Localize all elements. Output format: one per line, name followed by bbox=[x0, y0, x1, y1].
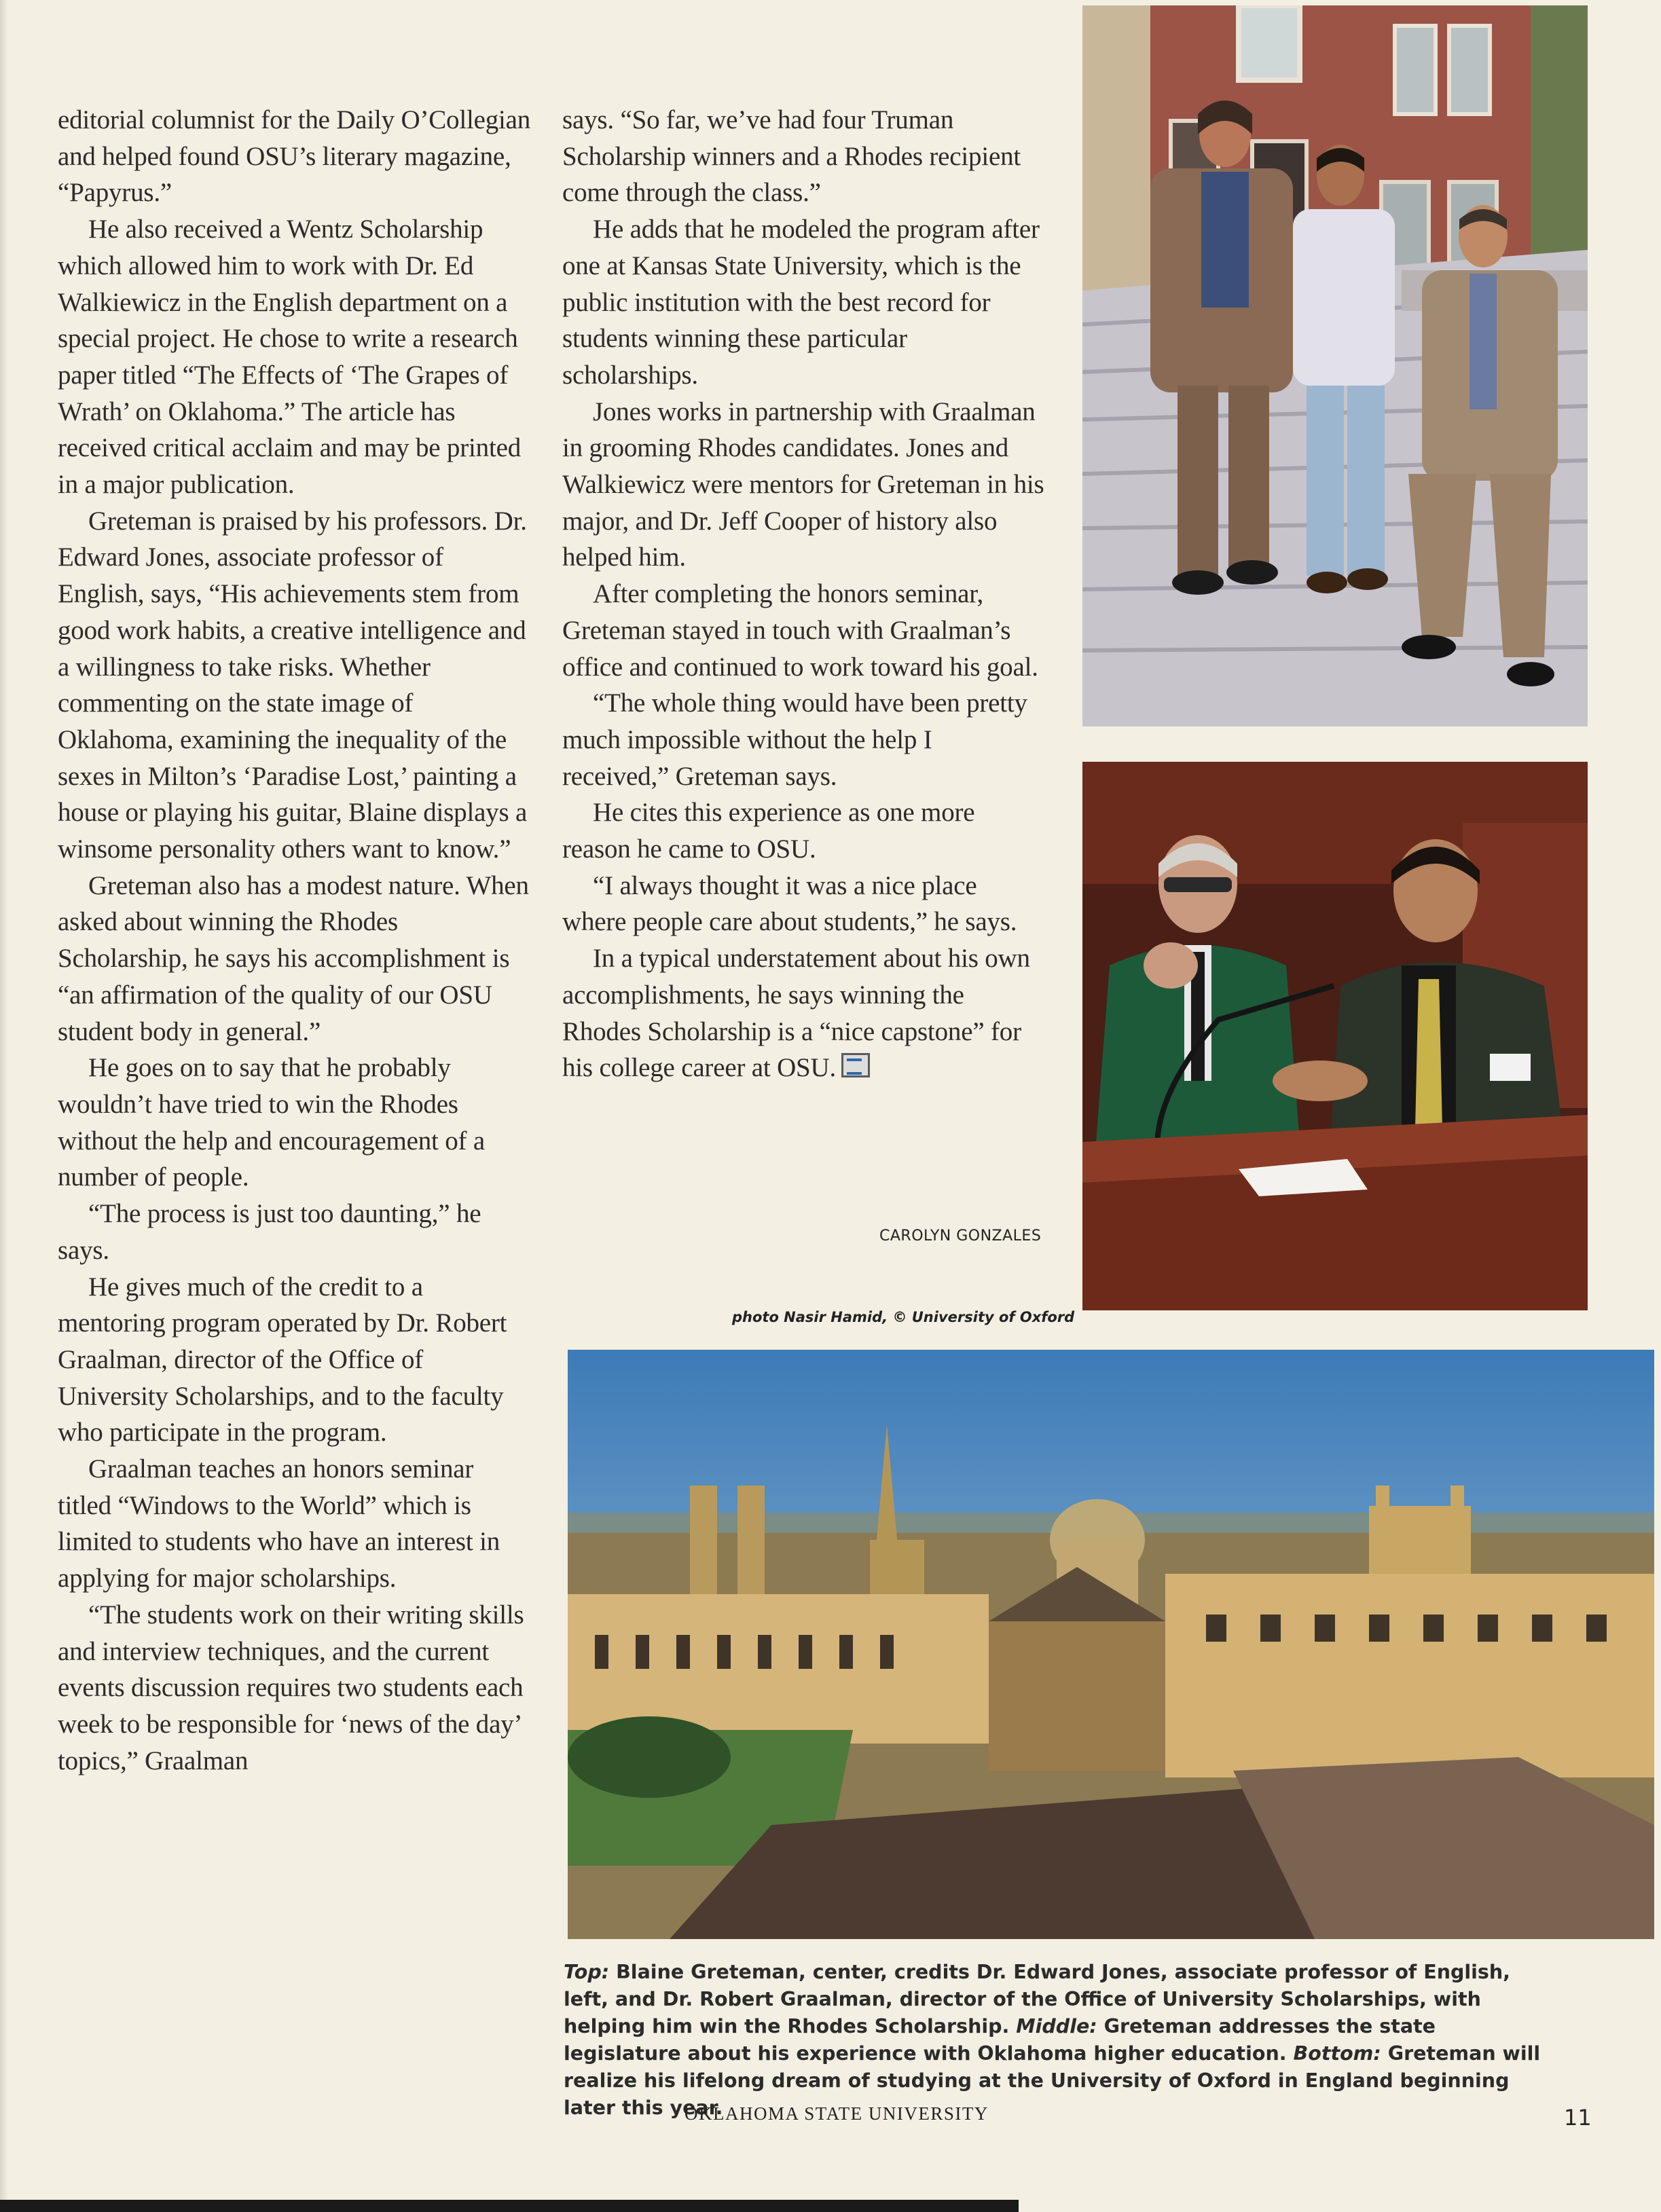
paragraph: He gives much of the credit to a mentoring program operated by Dr. Robert Graalman, director of the Office of University Scholarships, and to the faculty who participate in the program. bbox=[58, 1272, 507, 1448]
publication-footer: OKLAHOMA STATE UNIVERSITY bbox=[685, 2103, 989, 2124]
photo-credit: photo Nasir Hamid, © University of Oxford bbox=[732, 1309, 1075, 1325]
caption-label-middle: Middle: bbox=[1016, 2015, 1097, 2038]
scan-edge-bar bbox=[0, 2200, 1019, 2212]
osu-logo-end-mark-icon bbox=[841, 1053, 870, 1077]
paragraph: He adds that he modeled the program after one at Kansas State University, which is the public institution with the best record for students winning these particular scholarships. bbox=[562, 215, 1040, 390]
photo-top-three-men-on-steps bbox=[1082, 5, 1588, 726]
paragraph: Greteman is praised by his professors. Dr. Edward Jones, associate professor of English, says, “His achievements stem from good work habits, a creative intelligence and a willingness to take risks. Whether commenting on the state image of Oklahoma, examining the inequality of the sexes in Milton’s ‘Paradise Lost,’ painting a house or playing his guitar, Blaine displays a winsome personality others want to know.” bbox=[58, 506, 528, 864]
photo-middle-legislature-podium bbox=[1082, 762, 1588, 1310]
paragraph: “The process is just too daunting,” he says. bbox=[58, 1199, 481, 1265]
paragraph: He also received a Wentz Scholarship which allowed him to work with Dr. Ed Walkiewicz in the English department on a special project. He chose to write a research paper titled “The Effects of ‘The Grapes of Wrath’ on Oklahoma.” The article has received critical acclaim and may be printed in a major publication. bbox=[58, 215, 522, 500]
photo-caption bbox=[564, 1959, 1555, 2122]
caption-text-middle: Greteman addresses the state legislature about his experience with Oklahoma higher education. bbox=[564, 2015, 1436, 2065]
paragraph: Graalman teaches an honors seminar titled “Windows to the World” which is limited to students who have an interest in applying for major scholarships. bbox=[58, 1454, 500, 1593]
byline: CAROLYN GONZALES bbox=[879, 1228, 1042, 1245]
article-column-left bbox=[58, 102, 533, 1779]
paragraph: Greteman also has a modest nature. When asked about winning the Rhodes Scholarship, he says his accomplishment is “an affirmation of the quality of our OSU student body in general.” bbox=[58, 870, 529, 1046]
paragraph: Jones works in partnership with Graalman in grooming Rhodes candidates. Jones and Walkiewicz were mentors for Greteman in his major, and Dr. Jeff Cooper of history also helped him. bbox=[562, 397, 1044, 572]
paragraph-text: In a typical understatement about his own accomplishments, he says winning the Rhodes Scholarship is a “nice capstone” for his college career at OSU. bbox=[562, 944, 1030, 1083]
paragraph: says. “So far, we’ve had four Truman Scholarship winners and a Rhodes recipient come through the class.” bbox=[562, 105, 1021, 208]
paragraph: “The whole thing would have been pretty much impossible without the help I received,” Greteman says. bbox=[562, 688, 1027, 791]
paragraph: He cites this experience as one more reason he came to OSU. bbox=[562, 798, 975, 864]
caption-text-bottom: Greteman will realize his lifelong dream of studying at the University of Oxford in England beginning later this year. bbox=[564, 2042, 1541, 2119]
page-number: 11 bbox=[1564, 2105, 1592, 2131]
paragraph: “The students work on their writing skills and interview techniques, and the current events discussion requires two students each week to be responsible for ‘news of the day’ topics,” Graalman bbox=[58, 1600, 524, 1775]
article-column-middle bbox=[562, 102, 1044, 1086]
caption-text-top: Blaine Greteman, center, credits Dr. Edward Jones, associate professor of English, left, and Dr. Robert Graalman, director of the Office of University Scholarships, with helping him win the Rhodes Scholarship. bbox=[564, 1961, 1511, 2038]
caption-label-top: Top: bbox=[564, 1961, 610, 1983]
page-edge-shadow bbox=[0, 0, 8, 2212]
caption-label-bottom: Bottom: bbox=[1293, 2042, 1381, 2065]
photo-bottom-oxford-skyline bbox=[568, 1350, 1654, 1939]
paragraph: “I always thought it was a nice place where people care about students,” he says. bbox=[562, 870, 1017, 937]
paragraph: After completing the honors seminar, Greteman stayed in touch with Graalman’s office and continued to work toward his goal. bbox=[562, 579, 1038, 682]
paragraph: editorial columnist for the Daily O’Collegian and helped found OSU’s literary magazine, “Papyrus.” bbox=[58, 105, 531, 208]
paragraph-last bbox=[562, 940, 1044, 1086]
paragraph: He goes on to say that he probably wouldn’t have tried to win the Rhodes without the help and encouragement of a number of people. bbox=[58, 1053, 485, 1192]
